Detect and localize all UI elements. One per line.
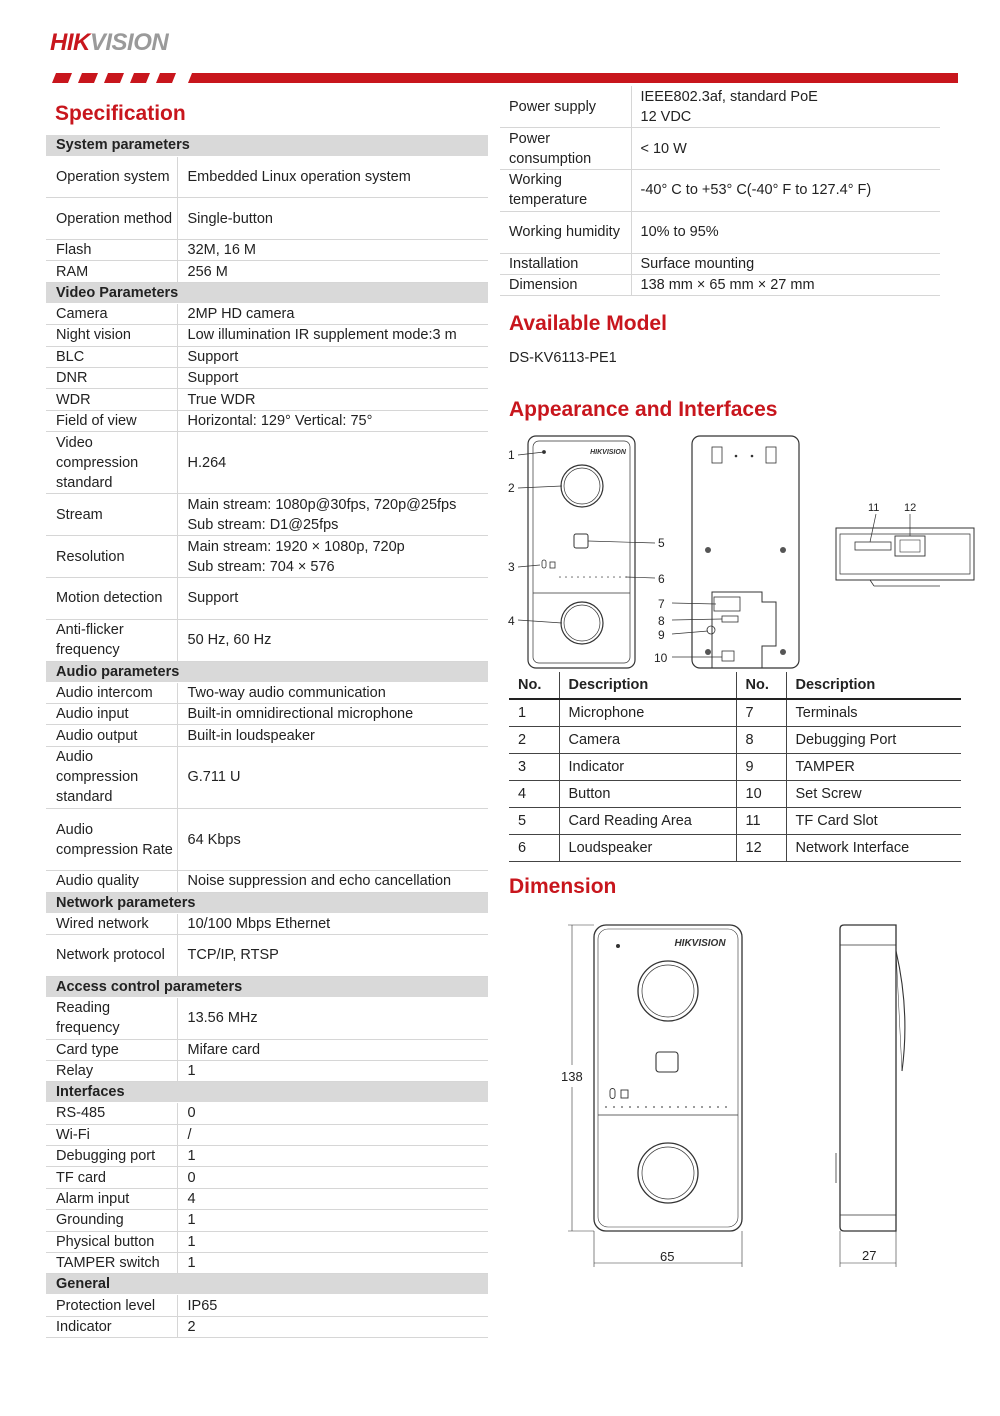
spec-key: WDR	[46, 389, 177, 410]
spec-value: 64 Kbps	[177, 808, 488, 870]
spec-value: 4	[177, 1188, 488, 1209]
brand-logo: HIKVISION	[50, 29, 169, 56]
spec-value: 1	[177, 1210, 488, 1231]
spec-row	[46, 389, 488, 410]
table-cell: Set Screw	[786, 780, 961, 807]
spec-table-left	[46, 135, 488, 1338]
network-interface	[895, 536, 925, 556]
spec-key: Installation	[500, 253, 631, 274]
spec-row	[46, 240, 488, 261]
section-header	[46, 135, 488, 156]
spec-row	[46, 536, 488, 578]
table-row	[509, 807, 961, 834]
dimension-drawing	[550, 915, 970, 1275]
dim-width-label: 65	[660, 1249, 675, 1264]
spec-value: Support	[177, 346, 488, 367]
section-header	[46, 976, 488, 997]
table-row	[509, 834, 961, 861]
spec-key: Operation system	[46, 156, 177, 198]
specification-heading: Specification	[55, 102, 186, 125]
table-cell: Debugging Port	[786, 726, 961, 753]
table-cell: TF Card Slot	[786, 807, 961, 834]
spec-key: Relay	[46, 1060, 177, 1081]
table-row	[509, 699, 961, 726]
table-cell: Camera	[559, 726, 736, 753]
spec-row	[46, 1210, 488, 1231]
spec-row	[46, 913, 488, 934]
spec-key: Operation method	[46, 198, 177, 240]
spec-value: /	[177, 1124, 488, 1145]
spec-row	[500, 275, 940, 296]
spec-row	[46, 934, 488, 976]
spec-value: Embedded Linux operation system	[177, 156, 488, 198]
table-cell: 3	[509, 753, 559, 780]
spec-row	[500, 128, 940, 170]
spec-key: Audio compression Rate	[46, 808, 177, 870]
spec-value: Main stream: 1080p@30fps, 720p@25fps Sub stream: D1@25fps	[177, 494, 488, 536]
column-header: No.	[736, 672, 786, 699]
spec-key: RS-485	[46, 1103, 177, 1124]
spec-key: DNR	[46, 368, 177, 389]
dim-height-label: 138	[561, 1069, 583, 1084]
spec-value: 10/100 Mbps Ethernet	[177, 913, 488, 934]
callout-3: 3	[508, 560, 515, 574]
spec-row	[46, 198, 488, 240]
table-cell: 11	[736, 807, 786, 834]
spec-key: Wi-Fi	[46, 1124, 177, 1145]
spec-value: Main stream: 1920 × 1080p, 720p Sub stream: 704 × 576	[177, 536, 488, 578]
terminals	[714, 597, 740, 611]
spec-value: 50 Hz, 60 Hz	[177, 619, 488, 661]
section-title: Interfaces	[46, 1082, 488, 1103]
spec-key: BLC	[46, 346, 177, 367]
set-screw	[722, 651, 734, 661]
table-cell: 9	[736, 753, 786, 780]
callout-5: 5	[658, 536, 665, 550]
spec-value: Built-in omnidirectional microphone	[177, 703, 488, 724]
tf-card-slot	[855, 542, 891, 550]
section-header	[46, 1274, 488, 1295]
spec-value: 0	[177, 1103, 488, 1124]
callout-6: 6	[658, 572, 665, 586]
table-cell: Terminals	[786, 699, 961, 726]
spec-row	[500, 211, 940, 253]
spec-row	[46, 432, 488, 494]
spec-key: Indicator	[46, 1316, 177, 1337]
spec-value: Support	[177, 578, 488, 620]
debugging-port	[722, 616, 738, 622]
model-number: DS-KV6113-PE1	[509, 350, 617, 366]
table-cell: 10	[736, 780, 786, 807]
spec-value: Two-way audio communication	[177, 682, 488, 703]
section-header	[46, 892, 488, 913]
spec-value: Noise suppression and echo cancellation	[177, 871, 488, 892]
appearance-heading: Appearance and Interfaces	[509, 398, 778, 421]
table-cell: 7	[736, 699, 786, 726]
spec-row	[46, 368, 488, 389]
spec-row	[46, 1295, 488, 1316]
table-cell: 8	[736, 726, 786, 753]
available-model-heading: Available Model	[509, 312, 667, 335]
spec-key: Audio quality	[46, 871, 177, 892]
spec-row	[46, 808, 488, 870]
spec-row	[46, 261, 488, 282]
interfaces-header-row	[509, 672, 961, 699]
front-device-logo: HIKVISION	[590, 449, 626, 456]
table-cell: 6	[509, 834, 559, 861]
interfaces-table	[509, 672, 961, 862]
spec-value: < 10 W	[631, 128, 940, 170]
column-header: Description	[559, 672, 736, 699]
spec-key: TAMPER switch	[46, 1253, 177, 1274]
spec-row	[46, 494, 488, 536]
section-title: Video Parameters	[46, 282, 488, 303]
table-cell: Loudspeaker	[559, 834, 736, 861]
spec-row	[46, 997, 488, 1039]
spec-row	[46, 619, 488, 661]
section-header	[46, 661, 488, 682]
table-cell: Card Reading Area	[559, 807, 736, 834]
header-stripe	[48, 73, 958, 83]
callout-8: 8	[658, 614, 665, 628]
table-cell: Microphone	[559, 699, 736, 726]
spec-value: 10% to 95%	[631, 211, 940, 253]
spec-row	[46, 725, 488, 746]
callout-2: 2	[508, 481, 515, 495]
spec-row	[46, 1316, 488, 1337]
section-title: Network parameters	[46, 892, 488, 913]
table-cell: TAMPER	[786, 753, 961, 780]
spec-value: Low illumination IR supplement mode:3 m	[177, 325, 488, 346]
spec-key: Wired network	[46, 913, 177, 934]
spec-key: Power supply	[500, 86, 631, 128]
table-cell: Button	[559, 780, 736, 807]
spec-row	[46, 1231, 488, 1252]
spec-row	[46, 1146, 488, 1167]
table-cell: 2	[509, 726, 559, 753]
callout-11: 11	[868, 502, 880, 514]
spec-value: Mifare card	[177, 1039, 488, 1060]
table-row	[509, 726, 961, 753]
section-header	[46, 1082, 488, 1103]
spec-key: Night vision	[46, 325, 177, 346]
spec-value: 138 mm × 65 mm × 27 mm	[631, 275, 940, 296]
spec-value: Surface mounting	[631, 253, 940, 274]
spec-key: Anti-flicker frequency	[46, 619, 177, 661]
spec-value: Support	[177, 368, 488, 389]
dimension-device-logo: HIKVISION	[674, 938, 726, 949]
spec-key: Physical button	[46, 1231, 177, 1252]
spec-value: 1	[177, 1060, 488, 1081]
spec-key: Flash	[46, 240, 177, 261]
spec-key: Audio output	[46, 725, 177, 746]
spec-row	[500, 170, 940, 212]
spec-value: 256 M	[177, 261, 488, 282]
spec-value: 32M, 16 M	[177, 240, 488, 261]
card-reading-area	[574, 534, 588, 548]
spec-row	[46, 325, 488, 346]
spec-key: RAM	[46, 261, 177, 282]
loudspeaker-holes	[559, 576, 627, 578]
section-title: System parameters	[46, 135, 488, 156]
spec-table-right	[500, 86, 940, 296]
spec-key: Card type	[46, 1039, 177, 1060]
table-cell: Indicator	[559, 753, 736, 780]
spec-key: Stream	[46, 494, 177, 536]
spec-value: True WDR	[177, 389, 488, 410]
spec-row	[46, 410, 488, 431]
spec-key: Audio intercom	[46, 682, 177, 703]
spec-key: Audio compression standard	[46, 746, 177, 808]
spec-value: -40° C to +53° C(-40° F to 127.4° F)	[631, 170, 940, 212]
spec-value: 1	[177, 1231, 488, 1252]
spec-row	[46, 1060, 488, 1081]
table-row	[509, 780, 961, 807]
spec-key: Video compression standard	[46, 432, 177, 494]
spec-key: Protection level	[46, 1295, 177, 1316]
spec-key: Alarm input	[46, 1188, 177, 1209]
spec-key: Dimension	[500, 275, 631, 296]
callout-4: 4	[508, 614, 515, 628]
spec-row	[46, 871, 488, 892]
spec-value: 0	[177, 1167, 488, 1188]
spec-key: Grounding	[46, 1210, 177, 1231]
section-title: General	[46, 1274, 488, 1295]
table-cell: 12	[736, 834, 786, 861]
spec-row	[46, 746, 488, 808]
spec-row	[46, 1124, 488, 1145]
tamper-switch	[707, 626, 715, 634]
spec-value: Built-in loudspeaker	[177, 725, 488, 746]
spec-key: Resolution	[46, 536, 177, 578]
spec-row	[46, 156, 488, 198]
call-button	[561, 602, 603, 644]
spec-key: Network protocol	[46, 934, 177, 976]
spec-value: H.264	[177, 432, 488, 494]
spec-row	[500, 253, 940, 274]
spec-row	[46, 1167, 488, 1188]
section-title: Audio parameters	[46, 661, 488, 682]
spec-key: TF card	[46, 1167, 177, 1188]
spec-value: 2MP HD camera	[177, 303, 488, 324]
spec-key: Field of view	[46, 410, 177, 431]
spec-value: IP65	[177, 1295, 488, 1316]
spec-key: Working humidity	[500, 211, 631, 253]
spec-key: Camera	[46, 303, 177, 324]
spec-row	[46, 703, 488, 724]
spec-value: IEEE802.3af, standard PoE 12 VDC	[631, 86, 940, 128]
callout-12: 12	[904, 502, 917, 514]
section-title: Access control parameters	[46, 976, 488, 997]
spec-key: Working temperature	[500, 170, 631, 212]
spec-row	[46, 578, 488, 620]
spec-row	[46, 1188, 488, 1209]
table-row	[509, 753, 961, 780]
dim-depth-label: 27	[862, 1248, 877, 1263]
spec-key: Motion detection	[46, 578, 177, 620]
camera-lens	[561, 465, 603, 507]
spec-row	[46, 1039, 488, 1060]
spec-row	[46, 682, 488, 703]
spec-key: Reading frequency	[46, 997, 177, 1039]
spec-row	[46, 1103, 488, 1124]
callout-10: 10	[654, 651, 668, 665]
column-header: No.	[509, 672, 559, 699]
spec-value: 1	[177, 1146, 488, 1167]
spec-row	[46, 1253, 488, 1274]
column-header: Description	[786, 672, 961, 699]
spec-value: Single-button	[177, 198, 488, 240]
table-cell: 1	[509, 699, 559, 726]
callout-9: 9	[658, 628, 665, 642]
spec-row	[46, 346, 488, 367]
appearance-diagram	[500, 430, 980, 675]
spec-key: Audio input	[46, 703, 177, 724]
table-cell: Network Interface	[786, 834, 961, 861]
dimension-heading: Dimension	[509, 875, 617, 898]
callout-7: 7	[658, 597, 665, 611]
spec-key: Debugging port	[46, 1146, 177, 1167]
spec-value: 1	[177, 1253, 488, 1274]
spec-value: TCP/IP, RTSP	[177, 934, 488, 976]
section-header	[46, 282, 488, 303]
spec-value: 2	[177, 1316, 488, 1337]
callout-1: 1	[508, 448, 515, 462]
spec-value: 13.56 MHz	[177, 997, 488, 1039]
table-cell: 4	[509, 780, 559, 807]
table-cell: 5	[509, 807, 559, 834]
spec-key: Power consumption	[500, 128, 631, 170]
spec-value: Horizontal: 129° Vertical: 75°	[177, 410, 488, 431]
spec-row	[500, 86, 940, 128]
spec-row	[46, 303, 488, 324]
spec-value: G.711 U	[177, 746, 488, 808]
